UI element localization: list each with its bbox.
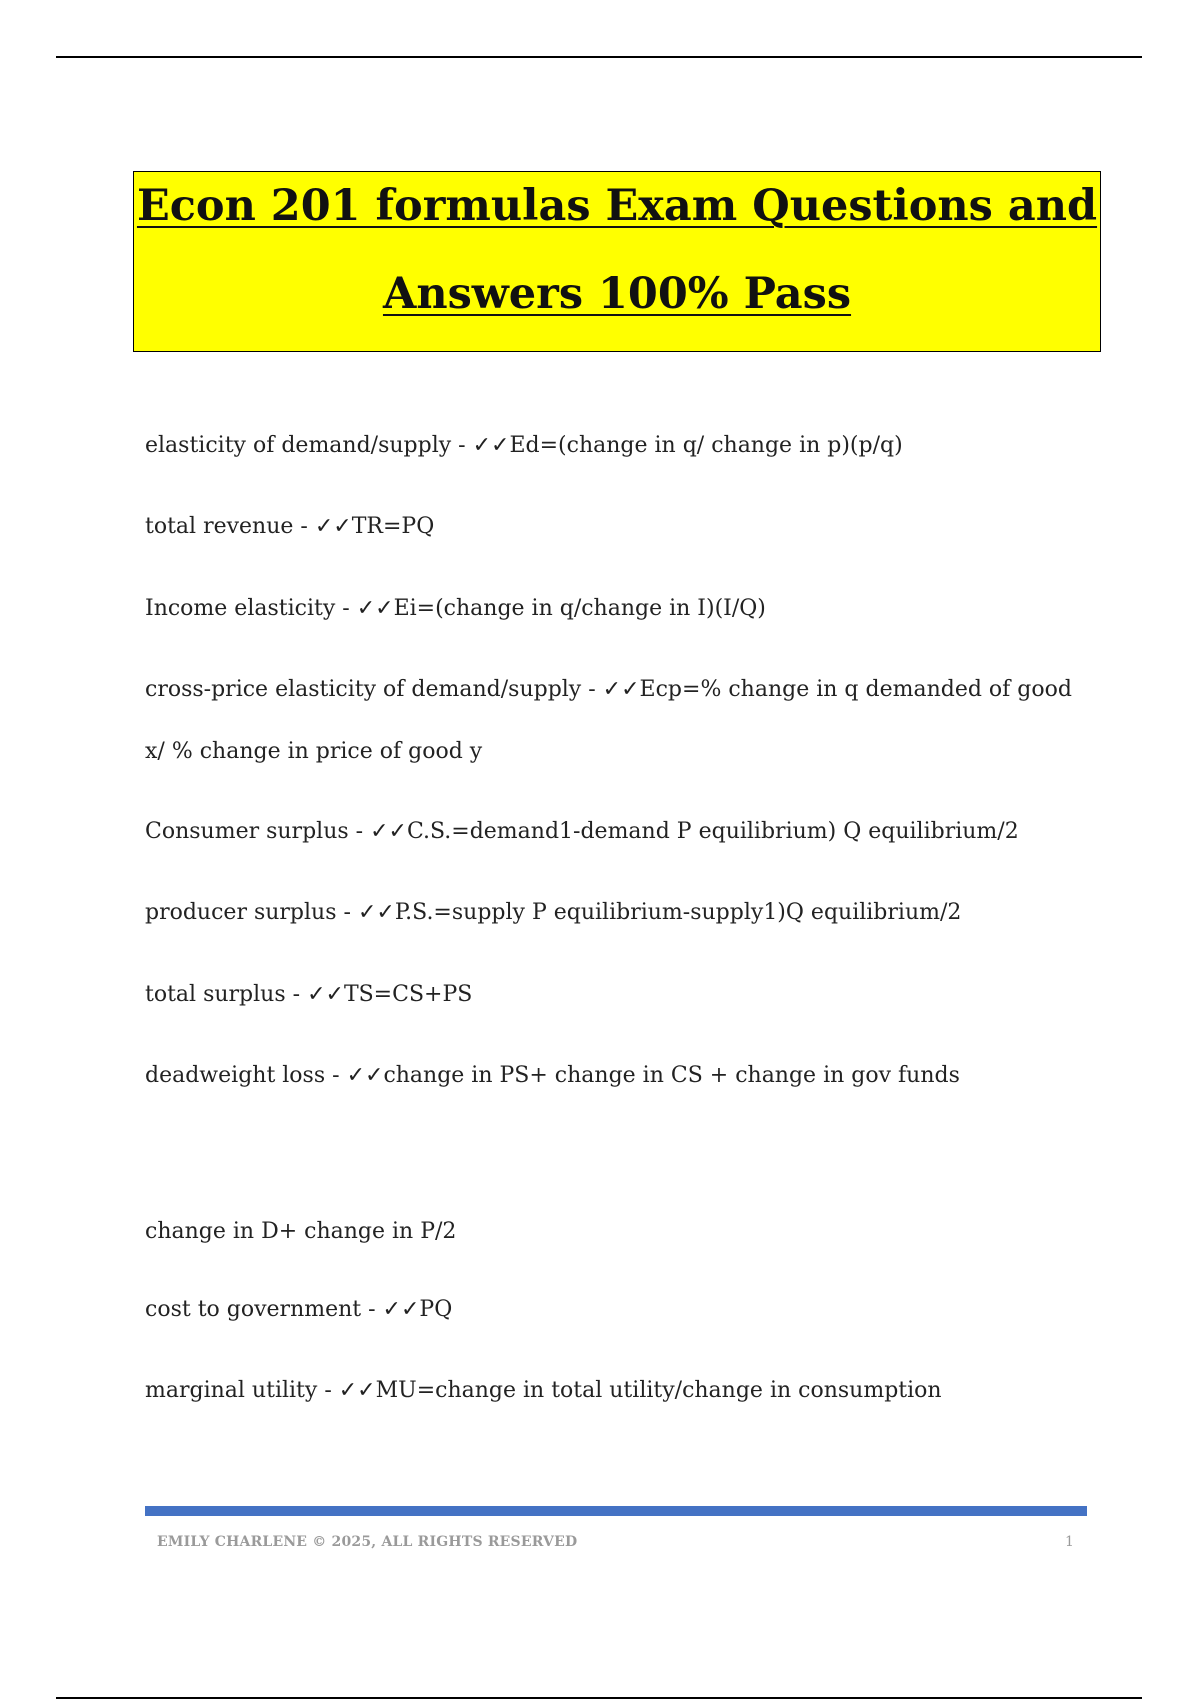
qa-answer: Ei=(change in q/change in I)(I/Q) — [393, 596, 766, 621]
qa-item — [145, 980, 1095, 1010]
qa-question: elasticity of demand/supply - — [145, 433, 473, 458]
qa-answer: change in PS+ change in CS + change in gov funds — [383, 1063, 960, 1088]
bottom-rule — [56, 1697, 1142, 1699]
title-line-1: Econ 201 formulas Exam Questions and — [136, 181, 1098, 231]
qa-question: deadweight loss - — [145, 1063, 347, 1088]
qa-item — [145, 898, 1095, 928]
qa-item — [145, 1376, 1095, 1406]
qa-item — [145, 1061, 1095, 1091]
check-mark-icon: ✓✓ — [307, 982, 344, 1007]
qa-item — [145, 431, 1095, 461]
qa-answer: Ed=(change in q/ change in p)(p/q) — [509, 433, 903, 458]
continuation-text: change in D+ change in P/2 — [145, 1219, 457, 1244]
check-mark-icon: ✓✓ — [602, 677, 640, 702]
footer-copyright: EMILY CHARLENE © 2025, ALL RIGHTS RESERVED — [157, 1534, 578, 1550]
check-mark-icon: ✓✓ — [382, 1297, 420, 1322]
qa-item — [145, 817, 1095, 847]
qa-answer: TR=PQ — [351, 514, 435, 539]
qa-question: total revenue - — [145, 514, 315, 539]
title-box — [133, 171, 1101, 352]
qa-question: Consumer surplus - — [145, 819, 370, 844]
qa-item — [145, 512, 1095, 542]
qa-item — [145, 594, 1095, 624]
page-number: 1 — [1065, 1534, 1074, 1550]
qa-question: Income elasticity - — [145, 596, 357, 621]
qa-question: producer surplus - — [145, 900, 358, 925]
title-line-2: Answers 100% Pass — [382, 269, 852, 319]
qa-question: total surplus - — [145, 982, 307, 1007]
check-mark-icon: ✓✓ — [356, 596, 394, 621]
qa-answer: C.S.=demand1-demand P equilibrium) Q equilibrium/2 — [406, 819, 1019, 844]
qa-item — [145, 659, 1095, 783]
top-rule — [56, 56, 1142, 58]
qa-answer: PQ — [419, 1297, 453, 1322]
qa-question: cross-price elasticity of demand/supply - — [145, 677, 603, 702]
check-mark-icon: ✓✓ — [314, 514, 352, 539]
qa-answer: MU=change in total utility/change in consumption — [375, 1378, 942, 1403]
qa-answer: Ecp=% change in q demanded of good x/ % change in price of good y — [145, 677, 1072, 764]
footer-bar — [145, 1506, 1087, 1516]
check-mark-icon: ✓✓ — [472, 433, 510, 458]
qa-question: marginal utility - — [145, 1378, 339, 1403]
qa-question: cost to government - — [145, 1297, 383, 1322]
check-mark-icon: ✓✓ — [338, 1378, 376, 1403]
qa-answer: TS=CS+PS — [343, 982, 473, 1007]
qa-answer: P.S.=supply P equilibrium-supply1)Q equilibrium/2 — [394, 900, 962, 925]
check-mark-icon: ✓✓ — [370, 819, 407, 844]
qa-item — [145, 1295, 1095, 1325]
check-mark-icon: ✓✓ — [357, 900, 395, 925]
check-mark-icon: ✓✓ — [346, 1063, 384, 1088]
